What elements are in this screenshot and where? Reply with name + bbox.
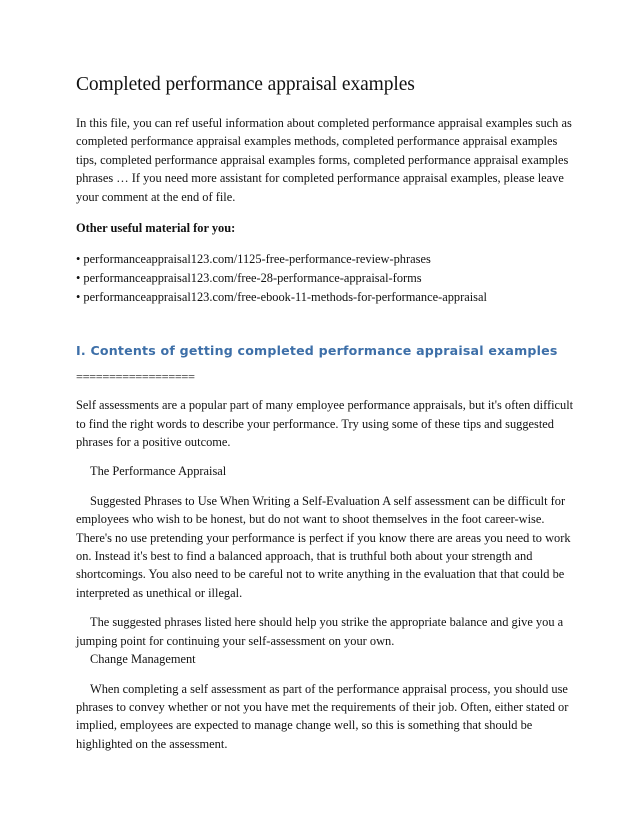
body-paragraph-self-assessments: Self assessments are a popular part of many employee performance appraisals, but it's often difficult to find the right words to describe your performance. Try using some of these tips and suggested phrases for a positive outcome. [76, 398, 574, 450]
useful-material-heading: Other useful material for you: [76, 221, 236, 236]
body-paragraph-balance: The suggested phrases listed here should help you strike the appropriate balance and give you a jumping point for continuing your self-assessment on your own. [76, 615, 564, 648]
intro-paragraph: In this file, you can ref useful information about completed performance appraisal examples such as completed performance appraisal examples methods, completed performance appraisal examples tips, completed performance appraisal examples forms, completed performance appraisal examples phrases … If you need more assistant for completed performance appraisal examples, please leave your comment at the end of file. [76, 116, 572, 204]
separator-rule: ================== [76, 370, 195, 385]
link-review-phrases[interactable]: • performanceappraisal123.com/1125-free-performance-review-phrases [76, 252, 431, 267]
section-heading: I. Contents of getting completed performance appraisal examples [76, 343, 558, 359]
link-ebook-methods[interactable]: • performanceappraisal123.com/free-ebook-11-methods-for-performance-appraisal [76, 289, 487, 304]
body-paragraph-completing: When completing a self assessment as part of the performance appraisal process, you should use phrases to convey whether or not you have met the requirements of their job. Often, either stated or implied, employees are expected to manage change well, so this is something that should be highlighted on the assessment. [76, 681, 569, 751]
links-list [76, 250, 578, 306]
subheading-change-management: Change Management [90, 652, 196, 667]
document-title: Completed performance appraisal examples [76, 74, 415, 95]
link-appraisal-forms[interactable]: • performanceappraisal123.com/free-28-performance-appraisal-forms [76, 271, 422, 286]
body-paragraph-suggested-phrases: Suggested Phrases to Use When Writing a Self-Evaluation A self assessment can be difficult for employees who wish to be honest, but do not want to shoot themselves in the foot career-wise. There's no use pretending your performance is perfect if you know there are areas you need to work on. Instead it's best to find a balanced approach, that is truthful both about your strength and shortcomings. You also need to be careful not to write anything in the evaluation that that could be interpreted as unethical or illegal. [76, 493, 571, 600]
subheading-performance-appraisal: The Performance Appraisal [90, 464, 227, 479]
